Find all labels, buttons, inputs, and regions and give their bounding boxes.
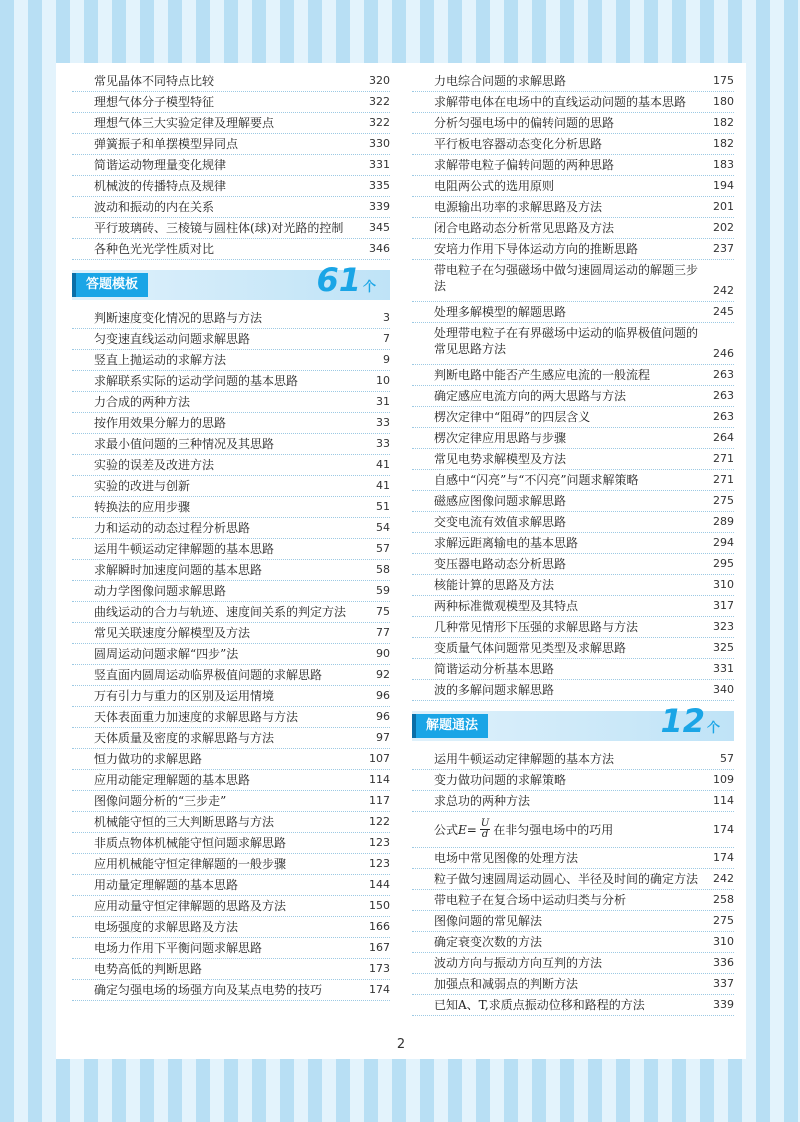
- toc-entry[interactable]: 力和运动的动态过程分析思路 54: [72, 518, 390, 539]
- toc-entry[interactable]: 变力做功问题的求解策略 109: [412, 770, 734, 791]
- toc-entry[interactable]: 圆周运动问题求解“四步”法 90: [72, 644, 390, 665]
- toc-entry[interactable]: 求最小值问题的三种情况及其思路 33: [72, 434, 390, 455]
- toc-entry[interactable]: 安培力作用下导体运动方向的推断思路 237: [412, 239, 734, 260]
- toc-entry[interactable]: 磁感应图像问题求解思路 275: [412, 491, 734, 512]
- toc-entry[interactable]: 楞次定律应用思路与步骤 264: [412, 428, 734, 449]
- section-count: 12 个: [660, 702, 720, 740]
- toc-entry[interactable]: 竖直面内圆周运动临界极值问题的求解思路 92: [72, 665, 390, 686]
- toc-entry[interactable]: 波动方向与振动方向互判的方法 336: [412, 953, 734, 974]
- toc-entry[interactable]: 天体表面重力加速度的求解思路与方法 96: [72, 707, 390, 728]
- toc-entry[interactable]: 机械波的传播特点及规律 335: [72, 176, 390, 197]
- toc-entry[interactable]: 求总功的两种方法 114: [412, 791, 734, 812]
- toc-entry[interactable]: 应用动能定理解题的基本思路 114: [72, 770, 390, 791]
- section-header-answer-templates: [72, 261, 390, 300]
- toc-entry[interactable]: 楞次定律中“阻碍”的四层含义 263: [412, 407, 734, 428]
- toc-entry-formula[interactable]: 公式 E = $\frac{U}{d}$ 在非匀强电场中的巧用 174: [412, 812, 734, 848]
- toc-entry[interactable]: 电源输出功率的求解思路及方法 201: [412, 197, 734, 218]
- toc-entry[interactable]: 自感中“闪亮”与“不闪亮”问题求解策略 271: [412, 470, 734, 491]
- toc-entry[interactable]: 简谐运动物理量变化规律 331: [72, 155, 390, 176]
- toc-entry[interactable]: 运用牛顿运动定律解题的基本思路 57: [72, 539, 390, 560]
- toc-entry[interactable]: 常见晶体不同特点比较 320: [72, 71, 390, 92]
- section-label: 答题模板: [72, 273, 148, 297]
- toc-entry[interactable]: 电场强度的求解思路及方法 166: [72, 917, 390, 938]
- toc-entry[interactable]: 机械能守恒的三大判断思路与方法 122: [72, 812, 390, 833]
- right-bottom-list: [412, 749, 734, 1016]
- toc-entry[interactable]: 确定感应电流方向的两大思路与方法 263: [412, 386, 734, 407]
- section-header-general-methods: [412, 702, 734, 741]
- toc-entry[interactable]: 万有引力与重力的区别及运用情境 96: [72, 686, 390, 707]
- toc-entry[interactable]: 求解带电粒子偏转问题的两种思路 183: [412, 155, 734, 176]
- toc-entry[interactable]: 几种常见情形下压强的求解思路与方法 323: [412, 617, 734, 638]
- toc-entry[interactable]: 电势高低的判断思路 173: [72, 959, 390, 980]
- toc-entry[interactable]: 求解联系实际的运动学问题的基本思路 10: [72, 371, 390, 392]
- toc-entry[interactable]: 确定匀强电场的场强方向及某点电势的技巧 174: [72, 980, 390, 1001]
- toc-entry[interactable]: 力合成的两种方法 31: [72, 392, 390, 413]
- toc-page: [56, 63, 746, 1059]
- toc-entry[interactable]: 粒子做匀速圆周运动圆心、半径及时间的确定方法 242: [412, 869, 734, 890]
- left-bottom-list: [72, 308, 390, 1001]
- toc-entry[interactable]: 波的多解问题求解思路 340: [412, 680, 734, 701]
- toc-entry[interactable]: 理想气体三大实验定律及理解要点 322: [72, 113, 390, 134]
- toc-entry[interactable]: 匀变速直线运动问题求解思路 7: [72, 329, 390, 350]
- toc-entry[interactable]: 平行板电容器动态变化分析思路 182: [412, 134, 734, 155]
- toc-entry[interactable]: 非质点物体机械能守恒问题求解思路 123: [72, 833, 390, 854]
- toc-entry[interactable]: 恒力做功的求解思路 107: [72, 749, 390, 770]
- toc-entry[interactable]: 天体质量及密度的求解思路与方法 97: [72, 728, 390, 749]
- toc-entry[interactable]: 核能计算的思路及方法 310: [412, 575, 734, 596]
- toc-entry[interactable]: 运用牛顿运动定律解题的基本方法 57: [412, 749, 734, 770]
- section-count: 61 个: [316, 261, 376, 299]
- toc-entry[interactable]: 竖直上抛运动的求解方法 9: [72, 350, 390, 371]
- toc-entry[interactable]: 弹簧振子和单摆模型异同点 330: [72, 134, 390, 155]
- toc-entry[interactable]: 电场力作用下平衡问题求解思路 167: [72, 938, 390, 959]
- toc-entry[interactable]: 转换法的应用步骤 51: [72, 497, 390, 518]
- toc-entry[interactable]: 已知A、T,求质点振动位移和路程的方法 339: [412, 995, 734, 1016]
- toc-entry[interactable]: 两种标准微观模型及其特点 317: [412, 596, 734, 617]
- toc-entry[interactable]: 电场中常见图像的处理方法 174: [412, 848, 734, 869]
- toc-entry[interactable]: 确定衰变次数的方法 310: [412, 932, 734, 953]
- toc-entry[interactable]: 电阻两公式的选用原则 194: [412, 176, 734, 197]
- toc-entry[interactable]: 力电综合问题的求解思路 175: [412, 71, 734, 92]
- toc-entry[interactable]: 判断速度变化情况的思路与方法 3: [72, 308, 390, 329]
- toc-entry[interactable]: 分析匀强电场中的偏转问题的思路 182: [412, 113, 734, 134]
- toc-entry[interactable]: 理想气体分子模型特征 322: [72, 92, 390, 113]
- toc-entry[interactable]: 实验的改进与创新 41: [72, 476, 390, 497]
- toc-entry[interactable]: 图像问题分析的“三步走” 117: [72, 791, 390, 812]
- toc-entry[interactable]: 动力学图像问题求解思路 59: [72, 581, 390, 602]
- toc-entry[interactable]: 求解远距离输电的基本思路 294: [412, 533, 734, 554]
- left-top-list: [72, 71, 390, 260]
- toc-entry[interactable]: 变质量气体问题常见类型及求解思路 325: [412, 638, 734, 659]
- toc-entry[interactable]: 各种色光光学性质对比 346: [72, 239, 390, 260]
- right-column: [412, 71, 734, 1016]
- toc-entry[interactable]: 曲线运动的合力与轨迹、速度间关系的判定方法 75: [72, 602, 390, 623]
- toc-entry[interactable]: 用动量定理解题的基本思路 144: [72, 875, 390, 896]
- toc-entry[interactable]: 闭合电路动态分析常见思路及方法 202: [412, 218, 734, 239]
- toc-entry[interactable]: 交变电流有效值求解思路 289: [412, 512, 734, 533]
- toc-entry[interactable]: 判断电路中能否产生感应电流的一般流程 263: [412, 365, 734, 386]
- toc-entry[interactable]: 图像问题的常见解法 275: [412, 911, 734, 932]
- toc-entry[interactable]: 按作用效果分解力的思路 33: [72, 413, 390, 434]
- toc-entry[interactable]: 变压器电路动态分析思路 295: [412, 554, 734, 575]
- toc-entry[interactable]: 简谐运动分析基本思路 331: [412, 659, 734, 680]
- toc-entry[interactable]: 实验的误差及改进方法 41: [72, 455, 390, 476]
- toc-entry[interactable]: 求解瞬时加速度问题的基本思路 58: [72, 560, 390, 581]
- right-top-list: [412, 71, 734, 701]
- section-label: 解题通法: [412, 714, 488, 738]
- fraction: $\frac{U}{d}$: [480, 818, 490, 840]
- toc-entry[interactable]: 波动和振动的内在关系 339: [72, 197, 390, 218]
- toc-entry[interactable]: 平行玻璃砖、三棱镜与圆柱体(球)对光路的控制 345: [72, 218, 390, 239]
- page-number: 2: [396, 1037, 406, 1052]
- toc-entry[interactable]: 加强点和减弱点的判断方法 337: [412, 974, 734, 995]
- left-column: [72, 71, 390, 1001]
- toc-entry[interactable]: 应用机械能守恒定律解题的一般步骤 123: [72, 854, 390, 875]
- toc-entry[interactable]: 处理多解模型的解题思路 245: [412, 302, 734, 323]
- toc-entry[interactable]: 常见电势求解模型及方法 271: [412, 449, 734, 470]
- toc-entry[interactable]: 求解带电体在电场中的直线运动问题的基本思路 180: [412, 92, 734, 113]
- toc-entry[interactable]: 带电粒子在匀强磁场中做匀速圆周运动的解题三步法 242: [412, 260, 734, 302]
- toc-entry[interactable]: 常见关联速度分解模型及方法 77: [72, 623, 390, 644]
- toc-entry[interactable]: 处理带电粒子在有界磁场中运动的临界极值问题的常见思路方法 246: [412, 323, 734, 365]
- toc-entry[interactable]: 应用动量守恒定律解题的思路及方法 150: [72, 896, 390, 917]
- toc-entry[interactable]: 带电粒子在复合场中运动归类与分析 258: [412, 890, 734, 911]
